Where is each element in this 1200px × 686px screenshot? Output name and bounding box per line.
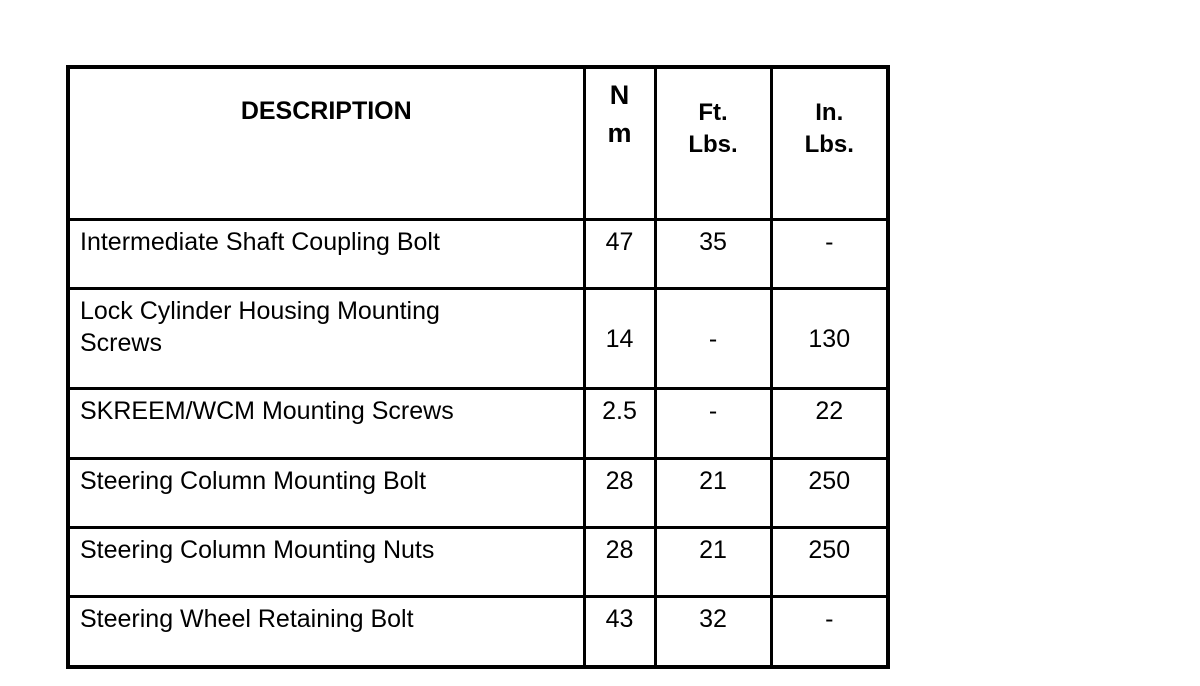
row-nm: 28 <box>584 527 655 596</box>
row-ft-lbs: 21 <box>655 458 771 527</box>
row-description: Intermediate Shaft Coupling Bolt <box>68 219 584 288</box>
table-row <box>68 527 888 596</box>
header-nm-line1: N <box>609 80 630 110</box>
header-description: DESCRIPTION <box>68 67 584 219</box>
row-nm: 2.5 <box>584 389 655 458</box>
header-nm <box>584 67 655 219</box>
row-in-lbs: - <box>771 219 888 288</box>
table-row <box>68 458 888 527</box>
header-in-lbs-line1: In. <box>815 99 844 126</box>
row-description: Steering Wheel Retaining Bolt <box>68 597 584 667</box>
row-ft-lbs: 32 <box>655 597 771 667</box>
row-description: Steering Column Mounting Bolt <box>68 458 584 527</box>
row-nm: 43 <box>584 597 655 667</box>
row-in-lbs: 22 <box>771 389 888 458</box>
row-nm: 14 <box>584 288 655 388</box>
row-ft-lbs: - <box>655 389 771 458</box>
row-description-line2: Screws <box>80 328 162 357</box>
row-nm: 28 <box>584 458 655 527</box>
row-in-lbs: - <box>771 597 888 667</box>
header-in-lbs <box>771 67 888 219</box>
torque-specifications-table <box>66 65 890 669</box>
table-row <box>68 597 888 667</box>
table-row <box>68 219 888 288</box>
row-ft-lbs: 35 <box>655 219 771 288</box>
row-nm: 47 <box>584 219 655 288</box>
header-ft-lbs-line2: Lbs. <box>688 131 738 158</box>
header-in-lbs-line2: Lbs. <box>804 131 854 158</box>
header-ft-lbs-line1: Ft. <box>698 99 728 126</box>
row-ft-lbs: - <box>655 288 771 388</box>
row-description <box>68 288 584 388</box>
header-nm-line2: m <box>607 118 632 148</box>
header-ft-lbs <box>655 67 771 219</box>
row-description-line1: Lock Cylinder Housing Mounting <box>80 296 440 325</box>
row-in-lbs: 130 <box>771 288 888 388</box>
row-in-lbs: 250 <box>771 527 888 596</box>
row-ft-lbs: 21 <box>655 527 771 596</box>
table-header-row <box>68 67 888 219</box>
row-description: SKREEM/WCM Mounting Screws <box>68 389 584 458</box>
row-in-lbs: 250 <box>771 458 888 527</box>
table-row <box>68 288 888 388</box>
table-row <box>68 389 888 458</box>
row-description: Steering Column Mounting Nuts <box>68 527 584 596</box>
